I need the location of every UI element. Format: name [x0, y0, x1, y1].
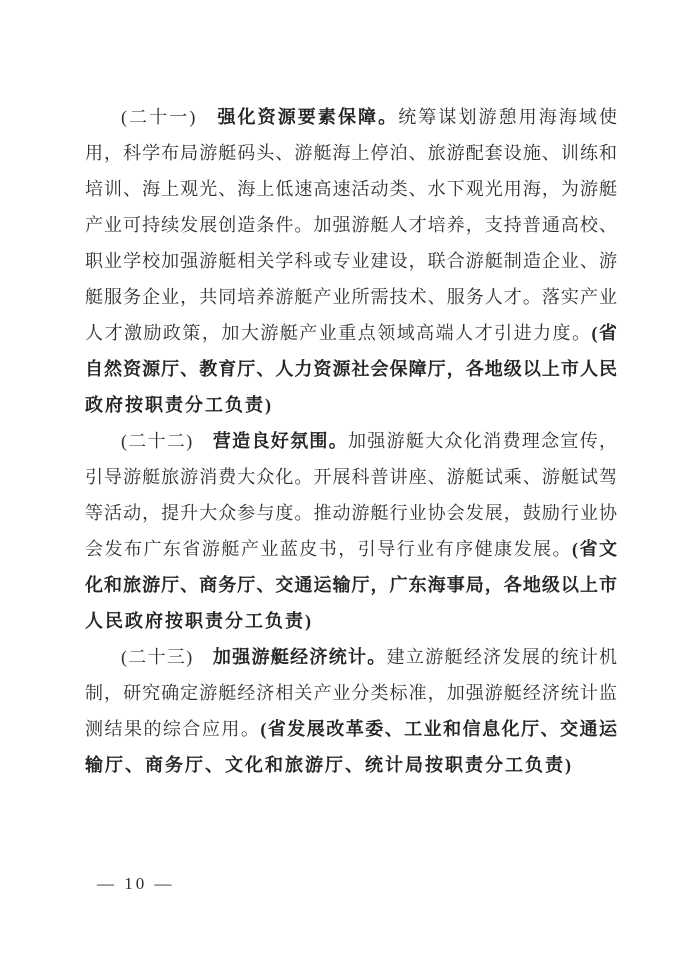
body-text: 统筹谋划游憩用海海域使 — [398, 107, 617, 127]
body-text: 引导游艇旅游消费大众化。开展科普讲座、游艇试乘、游艇试驾 — [85, 467, 617, 487]
text-line — [85, 459, 617, 495]
text-line — [85, 351, 617, 387]
body-text: (二十一) — [121, 107, 218, 127]
text-line — [85, 99, 617, 135]
text-line — [85, 135, 617, 171]
text-line — [85, 315, 617, 351]
paragraph-item-23 — [85, 639, 617, 783]
text-line — [85, 711, 617, 747]
paragraph-item-22 — [85, 423, 617, 639]
text-line — [85, 243, 617, 279]
emphasis-text: 自然资源厅、教育厅、人力资源社会保障厅，各地级以上市人民 — [85, 359, 617, 379]
emphasis-text: 输厅、商务厅、文化和旅游厅、统计局按职责分工负责) — [85, 755, 573, 775]
emphasis-text: (省文 — [572, 539, 617, 559]
body-text: 人才激励政策，加大游艇产业重点领域高端人才引进力度。 — [85, 323, 592, 343]
body-text: 测结果的综合应用。 — [85, 719, 261, 739]
body-text: 建立游艇经济发展的统计机 — [386, 647, 617, 667]
body-text: 艇服务企业，共同培养游艇产业所需技术、服务人才。落实产业 — [85, 287, 617, 307]
page-number: — 10 — — [97, 874, 175, 893]
text-line — [85, 567, 617, 603]
text-line — [85, 675, 617, 711]
page-footer — [97, 872, 175, 896]
body-text: 职业学校加强游艇相关学科或专业建设，联合游艇制造企业、游 — [85, 251, 617, 271]
body-text: 加强游艇大众化消费理念宣传， — [348, 431, 617, 451]
emphasis-text: 强化资源要素保障。 — [217, 107, 399, 127]
document-body — [85, 99, 617, 783]
text-line — [85, 531, 617, 567]
emphasis-text: 营造良好氛围。 — [212, 431, 348, 451]
text-line — [85, 747, 617, 783]
emphasis-text: 化和旅游厅、商务厅、交通运输厅，广东海事局，各地级以上市 — [85, 575, 617, 595]
emphasis-text: 加强游艇经济统计。 — [212, 647, 387, 667]
body-text: 用，科学布局游艇码头、游艇海上停泊、旅游配套设施、训练和 — [85, 143, 617, 163]
body-text: 会发布广东省游艇产业蓝皮书，引导行业有序健康发展。 — [85, 539, 573, 559]
text-line — [85, 387, 617, 423]
body-text: 培训、海上观光、海上低速高速活动类、水下观光用海，为游艇 — [85, 179, 617, 199]
body-text: 制，研究确定游艇经济相关产业分类标准，加强游艇经济统计监 — [85, 683, 617, 703]
emphasis-text: 政府按职责分工负责) — [85, 395, 273, 415]
emphasis-text: (省 — [591, 323, 617, 343]
text-line — [85, 171, 617, 207]
body-text: (二十二) — [121, 431, 213, 451]
text-line — [85, 423, 617, 459]
text-line — [85, 639, 617, 675]
body-text: 等活动，提升大众参与度。推动游艇行业协会发展，鼓励行业协 — [85, 503, 617, 523]
text-line — [85, 279, 617, 315]
body-text: 产业可持续发展创造条件。加强游艇人才培养，支持普通高校、 — [85, 215, 617, 235]
text-line — [85, 603, 617, 639]
paragraph-item-21 — [85, 99, 617, 423]
text-line — [85, 495, 617, 531]
text-line — [85, 207, 617, 243]
body-text: (二十三) — [121, 647, 213, 667]
emphasis-text: 人民政府按职责分工负责) — [85, 611, 313, 631]
emphasis-text: (省发展改革委、工业和信息化厅、交通运 — [260, 719, 617, 739]
